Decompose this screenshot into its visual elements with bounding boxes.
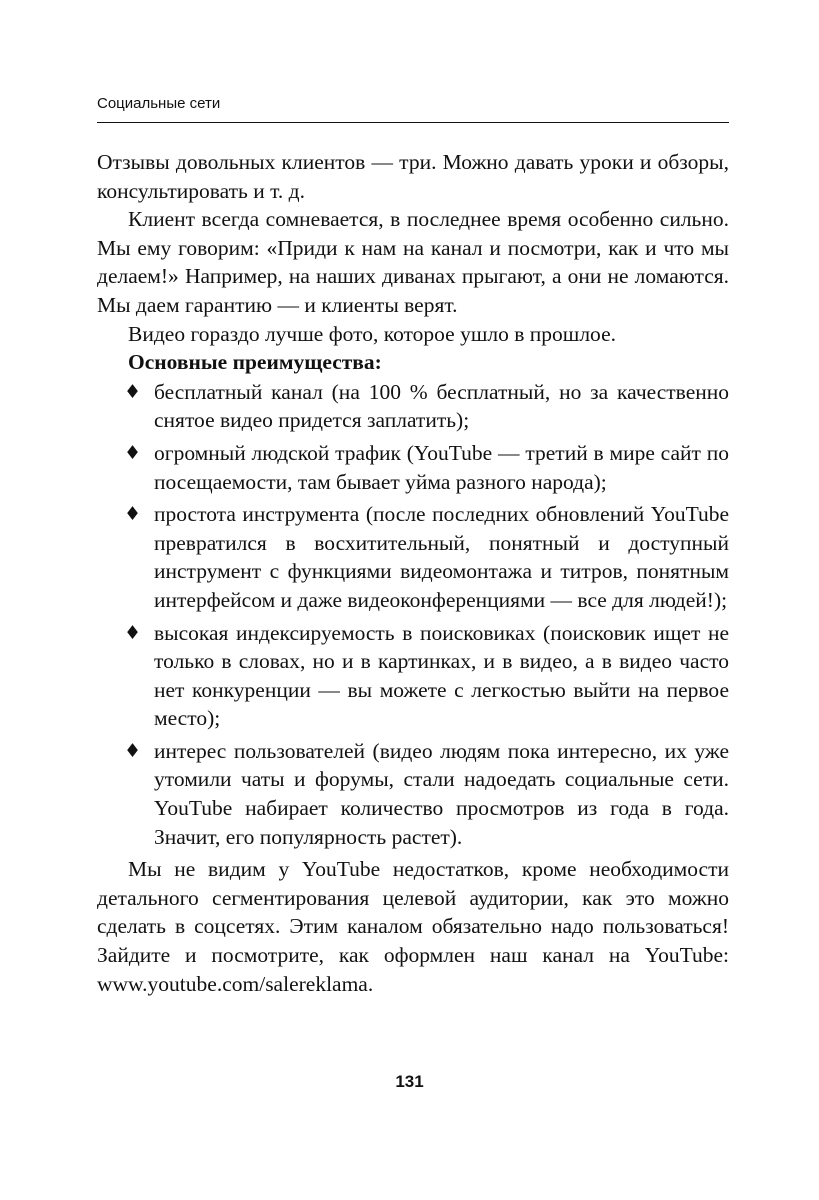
page-body xyxy=(97,148,729,998)
page-number: 131 xyxy=(395,1072,424,1091)
diamond-bullet-icon: ♦ xyxy=(124,441,142,464)
paragraph-reviews: Отзывы довольных клиентов — три. Можно давать уроки и обзоры, консультировать и т. д. xyxy=(97,150,729,203)
diamond-bullet-icon: ♦ xyxy=(124,503,142,526)
diamond-bullet-icon: ♦ xyxy=(124,380,142,403)
diamond-bullet-icon: ♦ xyxy=(124,739,142,762)
paragraph-client-doubts: Клиент всегда сомневается, в последнее время особенно сильно. Мы ему говорим: «Приди к нам на канал и посмотри, как и что мы делаем!» Например, на наших диванах прыгают, а они не ломаются. Мы даем гарантию — и клиенты верят. xyxy=(97,207,729,317)
list-item-text: интерес пользователей (видео людям пока интересно, их уже утомили чаты и форумы, стали надоедать социальные сети. YouTube набирает количество просмотров из года в года. Значит, его популярность растет). xyxy=(154,738,729,849)
diamond-bullet-icon: ♦ xyxy=(124,621,142,644)
list-item xyxy=(97,500,729,614)
list-item-text: простота инструмента (после последних обновлений YouTube превратился в восхитительный, понятный и доступный инструмент с функциями видеомонтажа и титров, понятным интерфейсом и даже видеоконференциями — все для людей!); xyxy=(154,502,729,612)
paragraph-conclusion: Мы не видим у YouTube недостатков, кроме необходимости детального сегментирования целевой аудитории, как это можно сделать в соцсетях. Этим каналом обязательно надо пользоваться! Зайдите и посмотрите, как оформлен наш канал на YouTube: www.youtube.com/salereklama. xyxy=(97,857,729,996)
running-head-title: Социальные сети xyxy=(97,95,221,112)
list-item-text: огромный людской трафик (YouTube — третий в мире сайт по посещаемости, там бывает уйма разного народа); xyxy=(154,440,729,494)
list-item-text: бесплатный канал (на 100 % бесплатный, но за качественно снятое видео придется заплатить); xyxy=(154,379,729,433)
list-item xyxy=(97,378,729,435)
advantages-list xyxy=(97,378,729,852)
list-item xyxy=(97,737,729,851)
list-item xyxy=(97,439,729,496)
paragraph-video-vs-photo: Видео гораздо лучше фото, которое ушло в прошлое. xyxy=(128,321,616,346)
advantages-heading: Основные преимущества: xyxy=(128,350,382,375)
list-item xyxy=(97,619,729,733)
header-divider xyxy=(97,122,729,123)
list-item-text: высокая индексируемость в поисковиках (поисковик ищет не только в словах, но и в картинках, и в видео, а в видео часто нет конкуренции — вы можете с легкостью выйти на первое место); xyxy=(154,620,729,731)
